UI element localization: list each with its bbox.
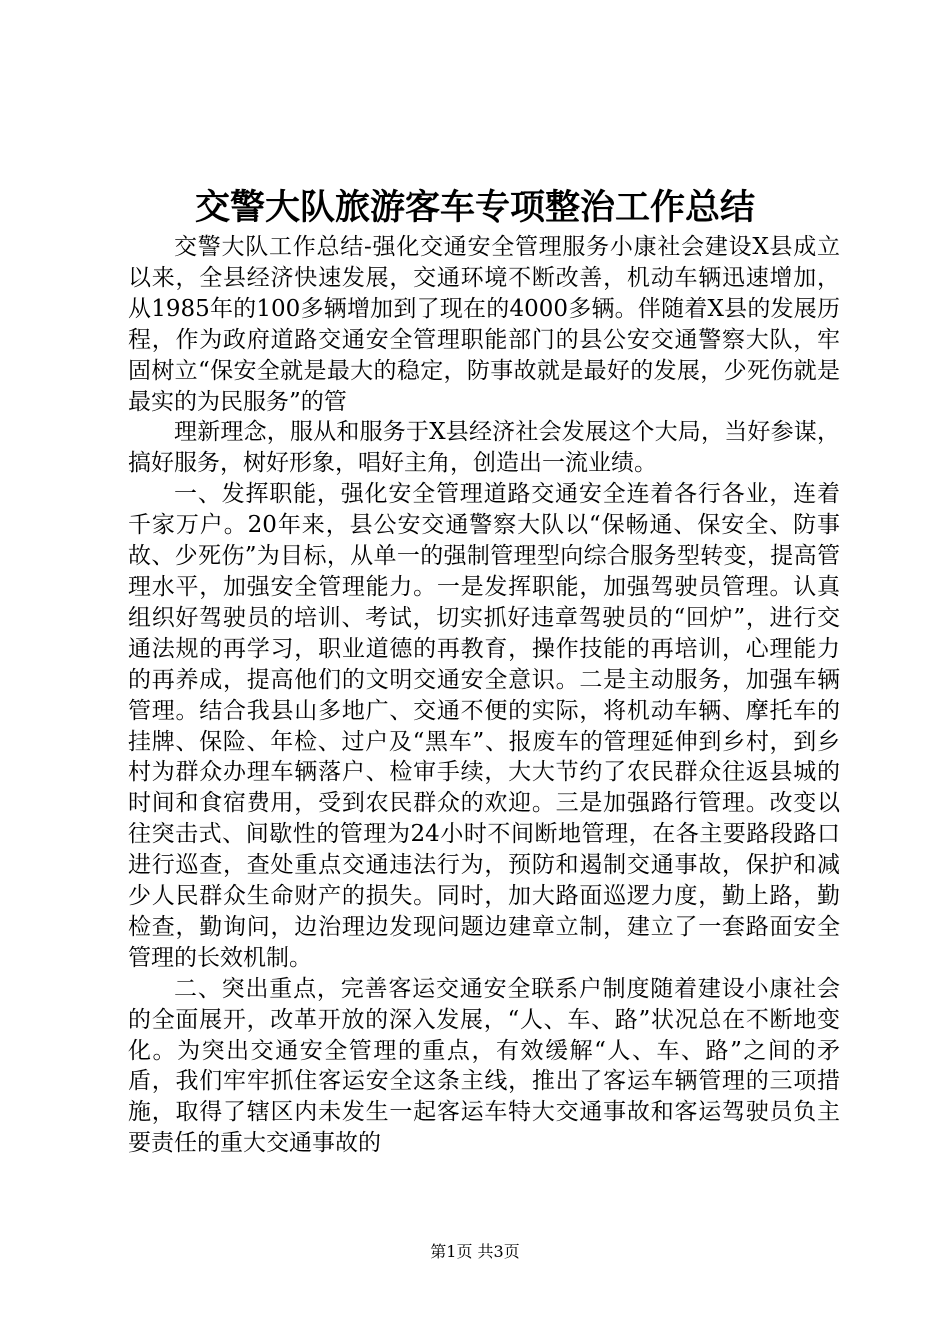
document-title: 交警大队旅游客车专项整治工作总结 bbox=[194, 187, 755, 228]
paragraph-continuation: 理新理念，服从和服务于X县经济社会发展这个大局，当好参谋，搞好服务，树好形象，唱好主角，创造出一流业绩。 bbox=[128, 419, 840, 477]
page-number-footer: 第1页 共3页 bbox=[430, 1242, 520, 1261]
document-body bbox=[128, 232, 840, 1159]
paragraph-section-one: 一、发挥职能，强化安全管理道路交通安全连着各行各业，连着千家万户。20年来，县公安交通警察大队以“保畅通、保安全、防事故、少死伤”为目标，从单一的强制管理型向综合服务型转变，提高管理水平，加强安全管理能力。一是发挥职能，加强驾驶员管理。认真组织好驾驶员的培训、考试，切实抓好违章驾驶员的“回炉”，进行交通法规的再学习，职业道德的再教育，操作技能的再培训，心理能力的再养成，提高他们的文明交通安全意识。二是主动服务，加强车辆管理。结合我县山多地广、交通不便的实际，将机动车辆、摩托车的挂牌、保险、年检、过户及“黑车”、报废车的管理延伸到乡村，到乡村为群众办理车辆落户、检审手续，大大节约了农民群众往返县城的时间和食宿费用，受到农民群众的欢迎。三是加强路行管理。改变以往突击式、间歇性的管理为24小时不间断地管理，在各主要路段路口进行巡查，查处重点交通违法行为，预防和遏制交通事故，保护和减少人民群众生命财产的损失。同时，加大路面巡逻力度，勤上路，勤检查，勤询问，边治理边发现问题边建章立制，建立了一套路面安全管理的长效机制。 bbox=[128, 481, 840, 971]
paragraph-intro: 交警大队工作总结-强化交通安全管理服务小康社会建设X县成立以来，全县经济快速发展，交通环境不断改善，机动车辆迅速增加，从1985年的100多辆增加到了现在的4000多辆。伴随着X县的发展历程，作为政府道路交通安全管理职能部门的县公安交通警察大队，牢固树立“保安全就是最大的稳定，防事故就是最好的发展，少死伤就是最实的为民服务”的管 bbox=[128, 234, 840, 415]
paragraph-section-two: 二、突出重点，完善客运交通安全联系户制度随着建设小康社会的全面展开，改革开放的深入发展，“人、车、路”状况总在不断地变化。为突出交通安全管理的重点，有效缓解“人、车、路”之间的矛盾，我们牢牢抓住客运安全这条主线，推出了客运车辆管理的三项措施，取得了辖区内未发生一起客运车特大交通事故和客运驾驶员负主要责任的重大交通事故的 bbox=[128, 975, 840, 1157]
